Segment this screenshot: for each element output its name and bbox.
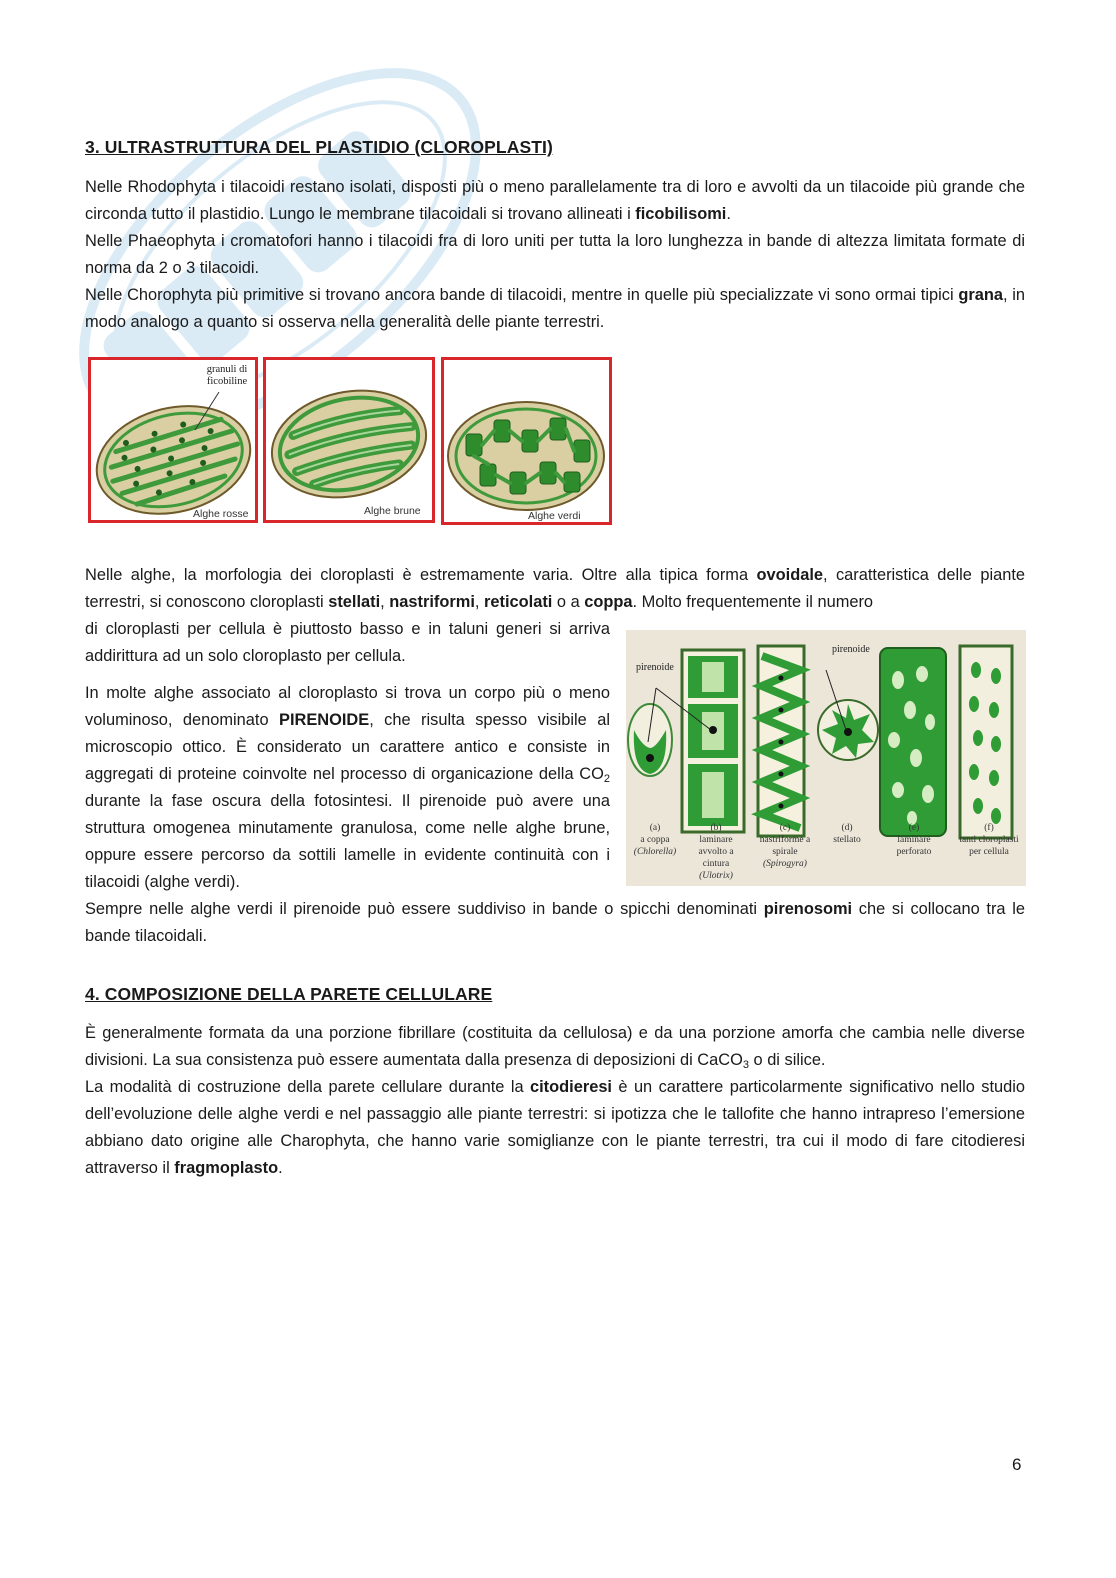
section-4-heading: 4. COMPOSIZIONE DELLA PARETE CELLULARE <box>85 984 493 1004</box>
caption-d: (d) stellato <box>833 823 861 845</box>
figure-brown-algae <box>263 357 435 523</box>
figure-chloroplast-forms <box>626 630 1026 886</box>
paragraph-rhodophyta: Nelle Rhodophyta i tilacoidi restano isolati, disposti più o meno parallelamente tra di loro e avvolti da un tilacoide più grande che circonda tutto il plastidio. Lungo le membrane tilacoidali si trovano allineati i ficobilisomi. <box>85 178 1025 223</box>
caption-b: (b) laminare avvolto a cintura (Ulotrix) <box>698 823 734 881</box>
label-alghe-rosse: Alghe rosse <box>193 508 249 520</box>
page-number: 6 <box>1012 1455 1022 1474</box>
paragraph-cytokinesis: La modalità di costruzione della parete cellulare durante la citodieresi è un carattere particolarmente significativo nello studio dell’evoluzione delle alghe verdi e nel passaggio alle piante terrestri: si ipotizza che le tallofite che hanno intrapreso l’emersione abbiano dato origine alle Charophyta, che hanno varie somiglianze con le piante terrestri, tra cui il modo di fare citodieresi attraverso il fragmoplasto. <box>85 1078 1025 1177</box>
label-pirenoide-right: pirenoide <box>832 644 870 655</box>
green-algae-chloroplast-drawing <box>444 360 609 522</box>
label-alghe-brune: Alghe brune <box>364 505 421 517</box>
figure-callout-ficobiline: granuli di ficobiline <box>206 364 248 387</box>
caption-f: (f) tanti cloroplasti per cellula <box>959 823 1019 857</box>
section-3-heading: 3. ULTRASTRUTTURA DEL PLASTIDIO (CLOROPLASTI) <box>85 137 553 157</box>
paragraph-phaeophyta: Nelle Phaeophyta i cromatofori hanno i tilacoidi fra di loro uniti per tutta la loro lunghezza in bande di altezza limitata formate di norma da 2 o 3 tilacoidi. <box>85 232 1025 277</box>
caption-e: (e) laminare perforato <box>896 823 932 857</box>
caption-c: (c) nastriforme a spirale (Spirogyra) <box>759 823 811 869</box>
paragraph-cell-wall: È generalmente formata da una porzione fibrillare (costituita da cellulosa) e da una porzione amorfa che cambia nelle diverse divisioni. La sua consistenza può essere aumentata dalla presenza di deposizioni di CaCO$_3$ o di silice. <box>85 1024 1025 1071</box>
figure-green-algae <box>441 357 612 525</box>
paragraph-pyrenosomes: Sempre nelle alghe verdi il pirenoide può essere suddiviso in bande o spicchi denominati pirenosomi che si collocano tra le bande tilacoidali. <box>85 900 1025 945</box>
brown-algae-chloroplast-drawing <box>266 360 432 520</box>
figure-red-algae <box>88 357 258 523</box>
label-pirenoide-left: pirenoide <box>636 662 674 673</box>
caption-a: (a) a coppa (Chlorella) <box>633 823 677 857</box>
paragraph-morphology: Nelle alghe, la morfologia dei cloroplasti è estremamente varia. Oltre alla tipica forma ovoidale, caratteristica delle piante terrestri, si conoscono cloroplasti stellati, nastriformi, reticolati o a coppa. Molto frequentemente il numero <box>85 566 1025 611</box>
paragraph-chlorophyta: Nelle Chorophyta più primitive si trovano ancora bande di tilacoidi, mentre in quelle più specializzate vi sono ormai tipici grana, in modo analogo a quanto si osserva nella generalità delle piante terrestri. <box>85 286 1025 331</box>
paragraph-pyrenoid: In molte alghe associato al cloroplasto si trova un corpo più o meno voluminoso, denominato PIRENOIDE, che risulta spesso visibile al microscopio ottico. È considerato un carattere antico e consiste in aggregati di proteine coinvolte nel processo di organicazione della $CO_2$ durante la fase oscura della fotosintesi. Il pirenoide può avere una struttura omogenea minutamente granulosa, come nelle alghe brune, oppure essere percorso da sottili lamelle in evidente continuità con i tilacoidi (alghe verdi). <box>85 684 610 891</box>
label-alghe-verdi: Alghe verdi <box>528 510 581 522</box>
paragraph-morphology-continued: di cloroplasti per cellula è piuttosto basso e in taluni generi si arriva addirittura ad un solo cloroplasto per cellula. <box>85 620 610 665</box>
